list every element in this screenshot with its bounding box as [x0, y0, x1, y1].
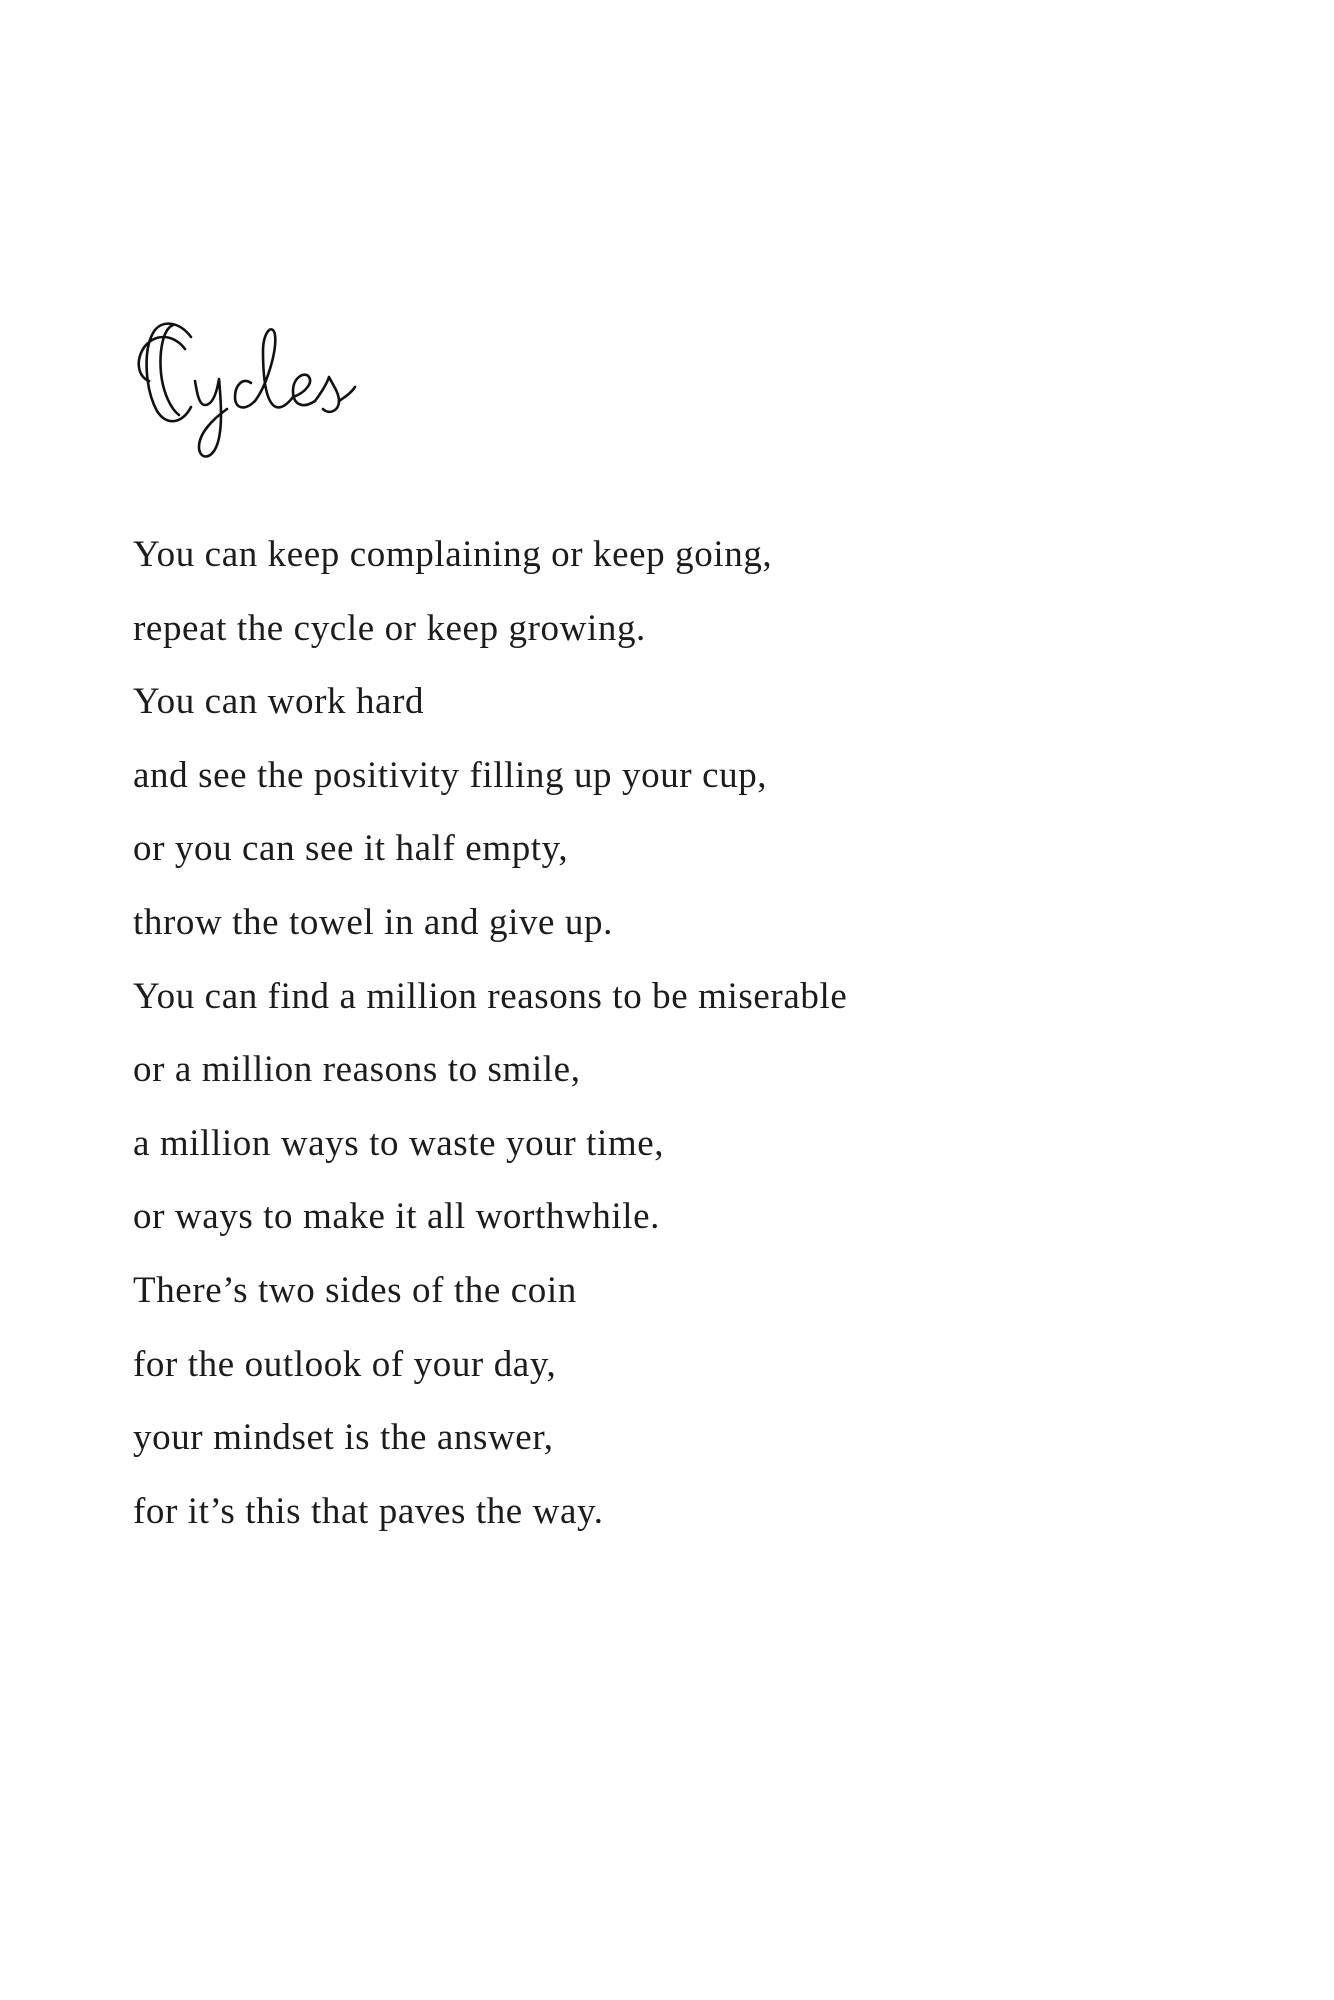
- poem-line: and see the positivity filling up your cup,: [133, 754, 768, 796]
- script-title-lettering: [133, 311, 463, 471]
- poem-line: throw the towel in and give up.: [133, 901, 613, 943]
- poem-line: You can find a million reasons to be miserable: [133, 975, 848, 1017]
- poem-body: [133, 518, 1233, 1548]
- poem-line: You can work hard: [133, 681, 425, 723]
- poem-line: There’s two sides of the coin: [133, 1269, 577, 1311]
- poem-title: [133, 311, 463, 471]
- poem-line: for it’s this that paves the way.: [133, 1490, 604, 1532]
- poem-line: a million ways to waste your time,: [133, 1122, 665, 1164]
- poem-line: or ways to make it all worthwhile.: [133, 1196, 660, 1238]
- poem-line: or you can see it half empty,: [133, 828, 569, 870]
- poem-line: or a million reasons to smile,: [133, 1049, 581, 1091]
- poem-line: You can keep complaining or keep going,: [133, 534, 773, 575]
- poem-line: repeat the cycle or keep growing.: [133, 607, 646, 649]
- poem-line: for the outlook of your day,: [133, 1343, 557, 1385]
- poem-line: your mindset is the answer,: [133, 1417, 554, 1459]
